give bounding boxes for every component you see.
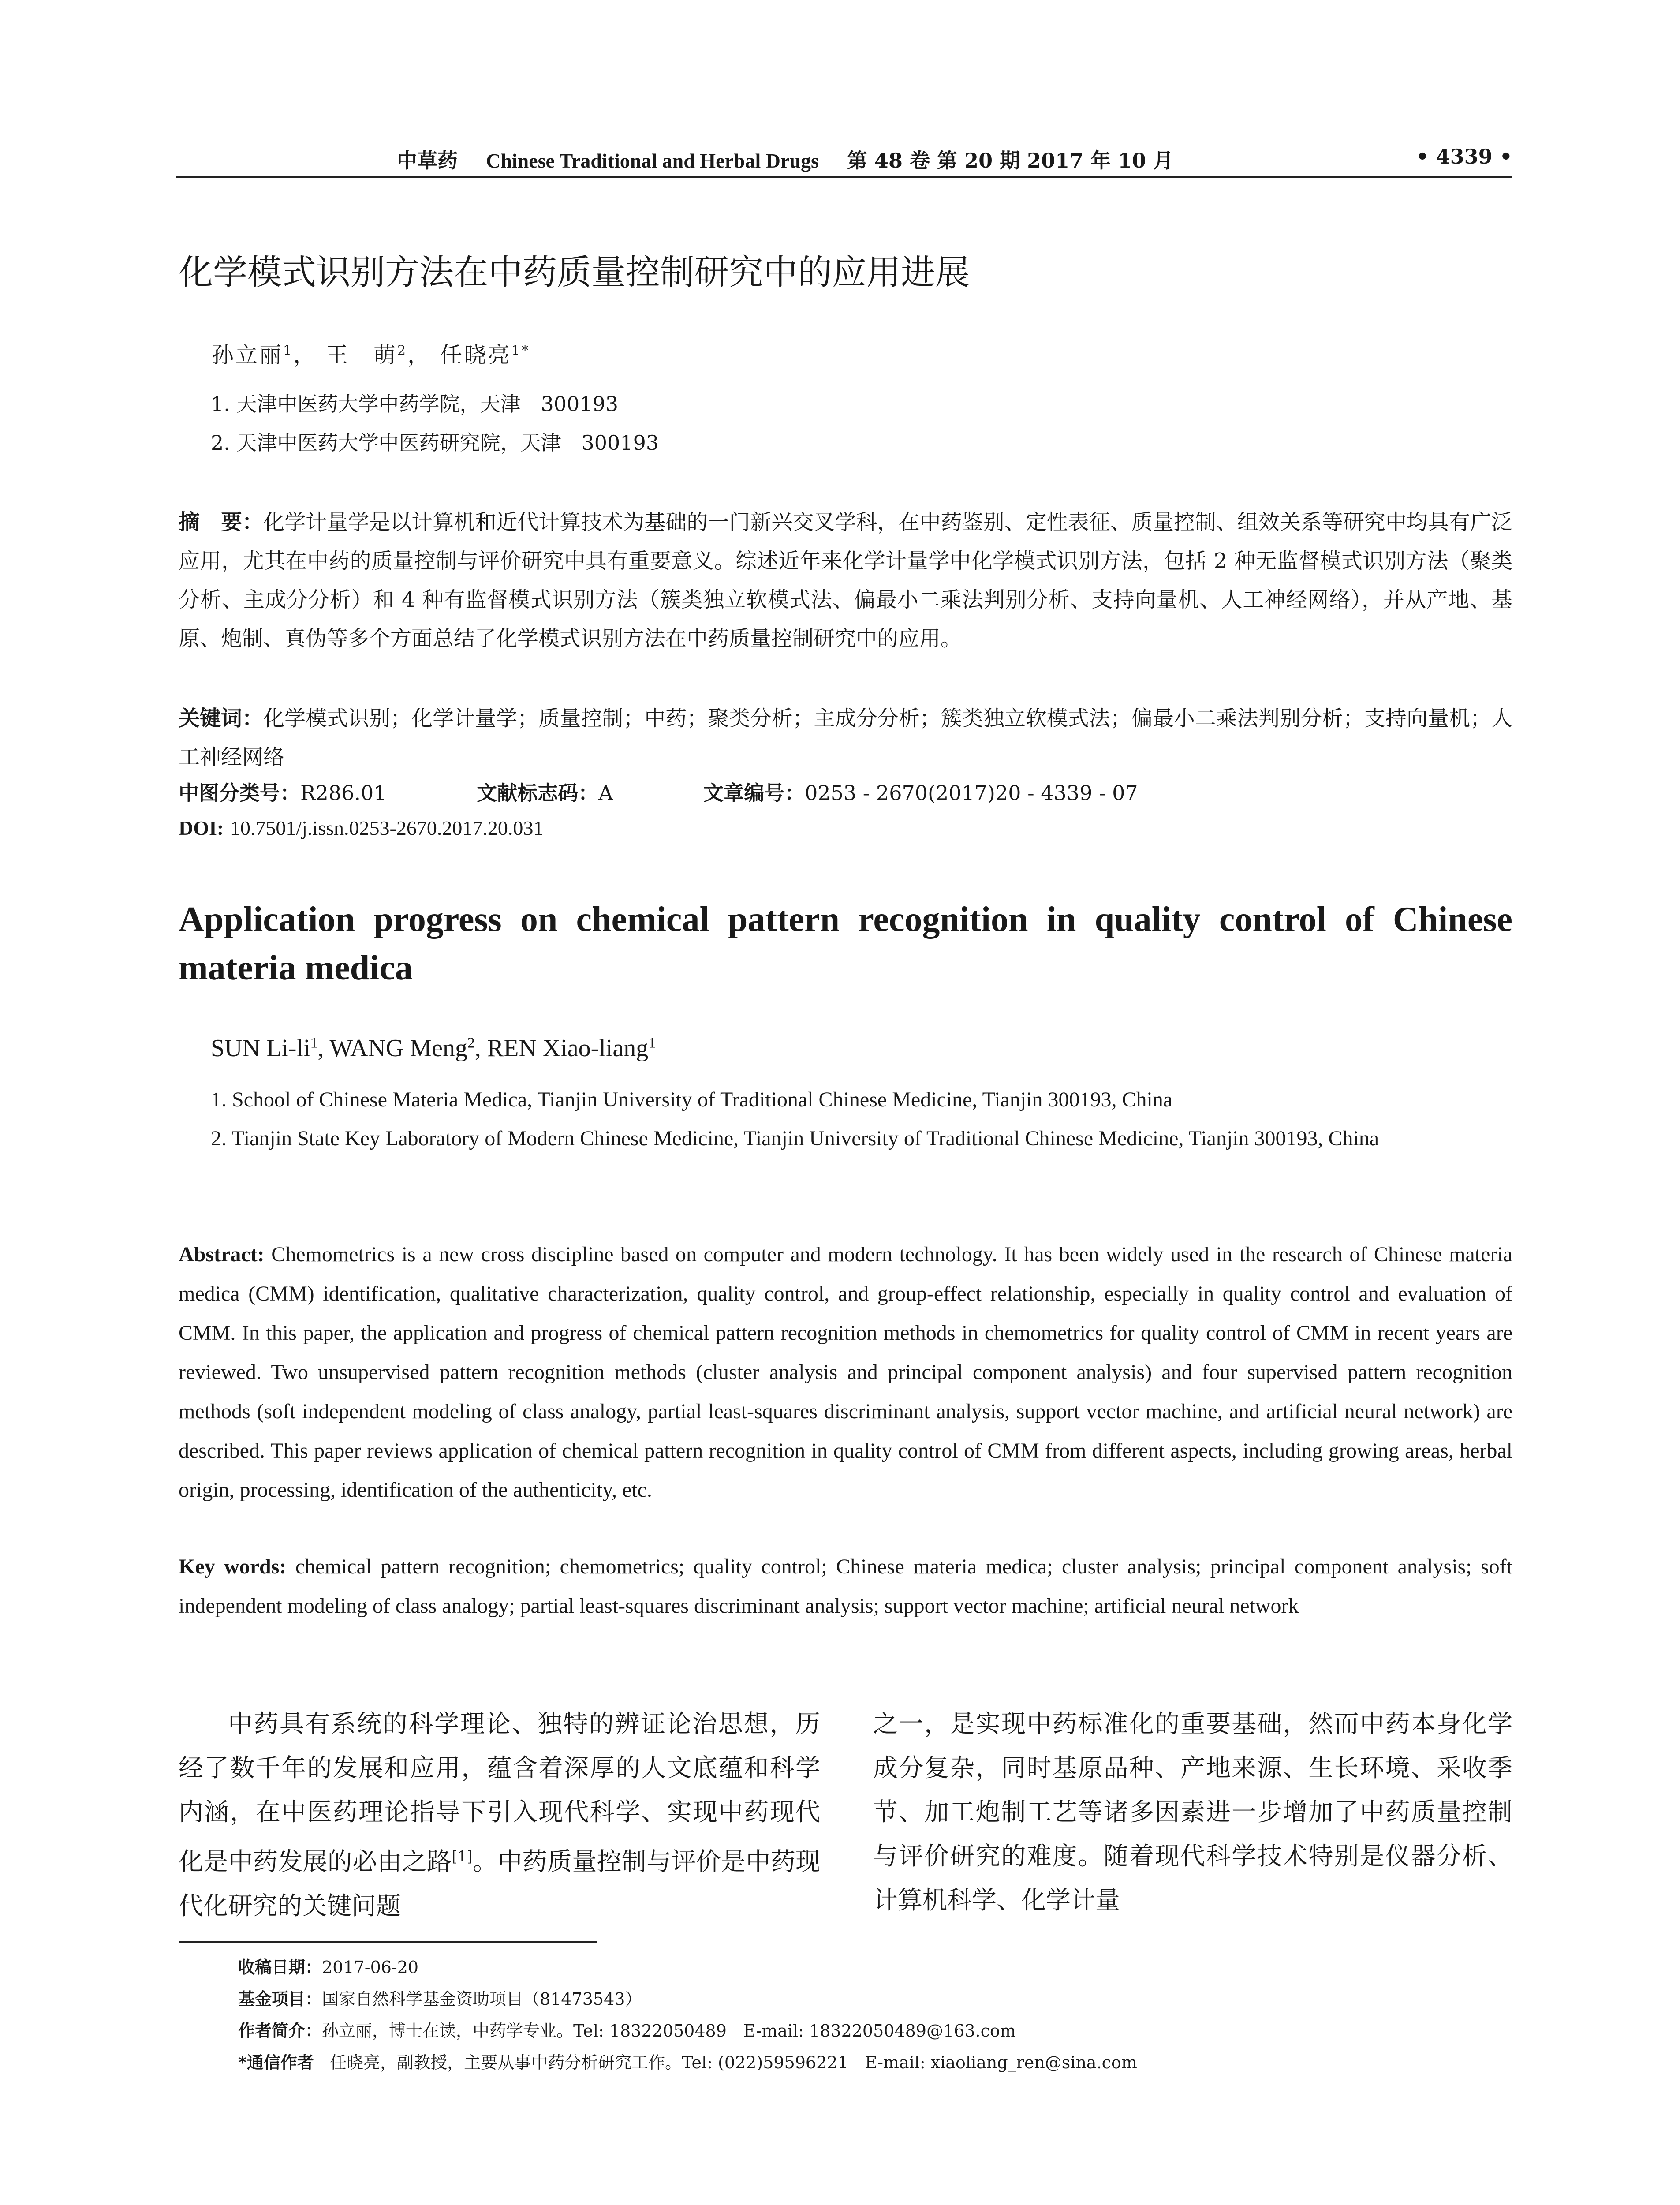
cn-abstract — [179, 503, 1512, 658]
doc-code-value: A — [598, 781, 613, 805]
cn-abstract-text: 化学计量学是以计算机和近代计算技术为基础的一门新兴交叉学科，在中药鉴别、定性表征、质量控制、组效关系等研究中均具有广泛应用，尤其在中药的质量控制与评价研究中具有重要意义。综述近年来化学计量学中化学模式识别方法，包括 2 种无监督模式识别方法（聚类分析、主成分分析）和 4 种有监督模式识别方法（簇类独立软模式法、偏最小二乘法判别分析、支持向量机、人工神经网络），并从产地、基原、炮制、真伪等多个方面总结了化学模式识别方法在中药质量控制研究中的应用。 — [179, 510, 1512, 651]
page-number: • 4339 • — [1416, 145, 1512, 168]
cn-keywords-text: 化学模式识别；化学计量学；质量控制；中药；聚类分析；主成分分析；簇类独立软模式法；偏最小二乘法判别分析；支持向量机；人工神经网络 — [179, 706, 1512, 770]
article-no-value: 0253 - 2670(2017)20 - 4339 - 07 — [805, 781, 1138, 805]
body-left-text: 中药具有系统的科学理论、独特的辨证论治思想，历经了数千年的发展和应用，蕴含着深厚的人文底蕴和科学内涵，在中医药理论指导下引入现代科学、实现中药现代化是中药发展的必由之路 — [179, 1710, 820, 1876]
fund-text: 国家自然科学基金资助项目（81473543） — [322, 1989, 642, 2009]
cn-keywords-label: 关键词： — [179, 706, 264, 731]
en-abstract-text: Chemometrics is a new cross discipline based on computer and modern technology. It has been widely used in the research of Chinese materia medica (CMM) identification, qualitative characterization, quality control, and group-effect relationship, especially in quality control and evaluation of CMM. In this paper, the application and progress of chemical pattern recognition methods in chemometrics for quality control of CMM in recent years are reviewed. Two unsupervised pattern recognition methods (cluster analysis and principal component analysis) and four supervised pattern recognition methods (soft independent modeling of class analogy, partial least-squares discriminant analysis, support vector machine, and artificial neural network) are described. This paper reviews application of chemical pattern recognition in quality control of CMM from different aspects, including growing areas, herbal origin, processing, identification of the authenticity, etc. — [179, 1243, 1513, 1502]
header-rule — [176, 176, 1512, 178]
en-keywords — [179, 1547, 1512, 1626]
cn-keywords — [179, 699, 1512, 777]
cn-author-1-sup: 1 — [283, 343, 294, 359]
classification-line — [179, 777, 1512, 806]
en-author-1-sup: 1 — [310, 1035, 318, 1051]
cn-authors: 孙立丽$^1$， 王 萌$^2$， 任晓亮$^{1*}$ — [212, 342, 530, 368]
en-affiliation-1: 1. School of Chinese Materia Medica, Tianjin University of Traditional Chinese Medicine, Tianjin 300193, China — [211, 1088, 1173, 1111]
footnote-fund — [238, 1985, 642, 2010]
body-column-left — [179, 1702, 820, 1928]
clc-value: R286.01 — [300, 781, 387, 805]
en-author-3: REN Xiao-liang — [487, 1035, 649, 1062]
en-keywords-text: chemical pattern recognition; chemometrics; quality control; Chinese materia medica; cluster analysis; principal component analysis; soft independent modeling of class analogy; partial least-squares discriminant analysis; support vector machine; artificial neural network — [179, 1555, 1513, 1618]
doi-line — [179, 816, 543, 840]
en-authors: SUN $Li-li^1$, WANG Meng$^2$, REN Xiao-liang$^1$ — [211, 1035, 656, 1062]
en-author-3-sup: 1 — [648, 1035, 656, 1051]
doi-value: 10.7501/j.issn.0253-2670.2017.20.031 — [230, 817, 544, 839]
cn-title: 化学模式识别方法在中药质量控制研究中的应用进展 — [179, 253, 970, 292]
received-date: 2017-06-20 — [322, 1958, 419, 1977]
journal-line — [397, 145, 1173, 174]
cn-affiliation-2: 2. 天津中医药大学中医药研究院，天津 300193 — [211, 431, 659, 455]
en-author-2-sup: 2 — [467, 1035, 475, 1051]
footnote-author — [238, 2017, 1016, 2041]
cn-affiliation-1: 1. 天津中医药大学中药学院，天津 300193 — [211, 392, 619, 416]
fund-label: 基金项目： — [238, 1989, 322, 2009]
clc-label: 中图分类号： — [179, 781, 300, 805]
en-author-2: WANG Meng — [329, 1035, 467, 1062]
running-header — [176, 140, 1512, 176]
en-keywords-label: Key words: — [179, 1555, 287, 1578]
cn-author-3: 任晓亮 — [440, 342, 511, 368]
journal-name-cn: 中草药 — [397, 149, 458, 172]
en-abstract-label: Abstract: — [179, 1243, 265, 1266]
journal-name-en: Chinese Traditional and Herbal Drugs — [486, 149, 819, 172]
doi-label: DOI: — [179, 817, 224, 839]
article-no-label: 文章编号： — [703, 781, 805, 805]
corresponding-label: *通信作者 — [238, 2053, 314, 2072]
author-bio-label: 作者简介： — [238, 2021, 322, 2041]
footnote-received — [238, 1954, 418, 1978]
footnote-rule — [179, 1941, 597, 1943]
corresponding-text: 任晓亮，副教授，主要从事中药分析研究工作。Tel: (022)59596221 E-mail: xiaoliang_ren@sina.com — [330, 2053, 1137, 2072]
doc-code-label: 文献标志码： — [477, 781, 599, 805]
footnote-corresponding — [238, 2049, 1137, 2073]
en-affiliation-2: 2. Tianjin State Key Laboratory of Modern Chinese Medicine, Tianjin University of Traditional Chinese Medicine, Tianjin 300193, China — [211, 1127, 1379, 1150]
citation-ref-1[interactable]: [1] — [452, 1848, 473, 1865]
body-left-text-end: 。中药质量控制与评价是中药现代化研究的关键问题 — [179, 1847, 820, 1921]
en-title: Application progress on chemical pattern recognition in quality control of Chinese materia medica — [179, 900, 1512, 987]
author-bio-text: 孙立丽，博士在读，中药学专业。Tel: 18322050489 E-mail: 18322050489@163.com — [322, 2021, 1016, 2041]
en-abstract — [179, 1235, 1512, 1510]
cn-author-3-sup: 1* — [511, 343, 530, 359]
cn-abstract-label: 摘 要： — [179, 510, 264, 534]
issue-info: 第 48 卷 第 20 期 2017 年 10 月 — [847, 149, 1174, 172]
en-author-1: SUN Li-li — [211, 1035, 310, 1062]
cn-author-2-sup: 2 — [397, 343, 408, 359]
cn-author-1: 孙立丽 — [212, 342, 283, 368]
body-column-right: 之一，是实现中药标准化的重要基础，然而中药本身化学成分复杂，同时基原品种、产地来源、生长环境、采收季节、加工炮制工艺等诸多因素进一步增加了中药质量控制与评价研究的难度。随着现代科学技术特别是仪器分析、计算机科学、化学计量 — [873, 1710, 1512, 1915]
received-label: 收稿日期： — [238, 1958, 322, 1977]
cn-author-2: 王 萌 — [326, 342, 397, 368]
